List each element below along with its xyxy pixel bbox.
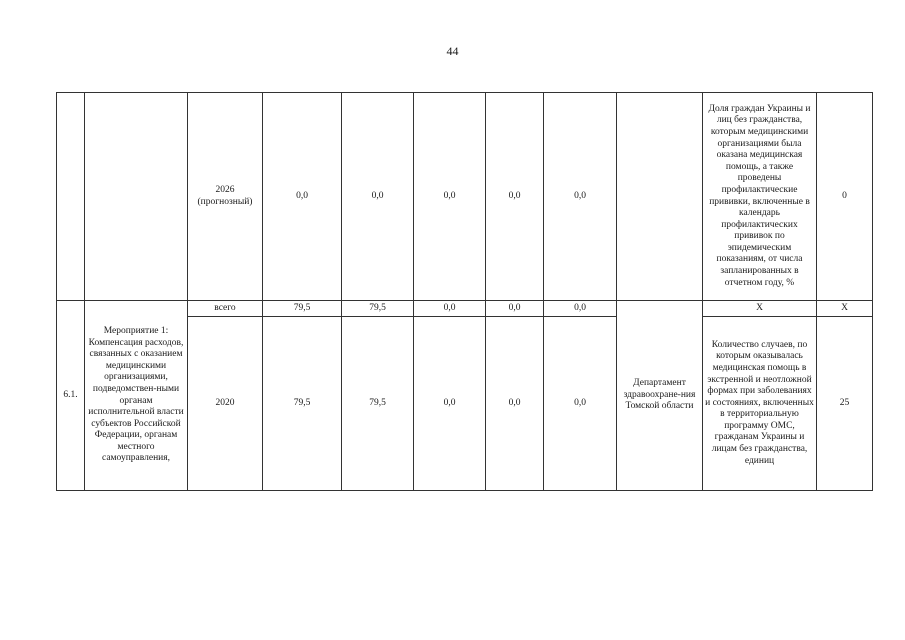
cell-total-indicator: Х (703, 301, 817, 317)
cell-total-v2: 79,5 (342, 301, 414, 317)
cell-total-v1: 79,5 (263, 301, 342, 317)
cell-total-v4: 0,0 (486, 301, 544, 317)
cell-indicator-2020: Количество случаев, по которым оказывалась медицинская помощь в экстренной и неотложной формах при заболеваниях и состояниях, включенных в территориальную программу ОМС, гражданам Украины и лицам без гражданства, единиц (703, 317, 817, 491)
cell-year-2020: 2020 (188, 317, 263, 491)
cell-name-empty (85, 93, 188, 301)
cell-2026-v5: 0,0 (544, 93, 617, 301)
cell-department: Департамент здравоохране-ния Томской области (617, 301, 703, 491)
cell-2020-v5: 0,0 (544, 317, 617, 491)
cell-2026-v2: 0,0 (342, 93, 414, 301)
cell-total-v5: 0,0 (544, 301, 617, 317)
row-6-1-total (57, 301, 873, 317)
cell-department-empty (617, 93, 703, 301)
page-number: 44 (446, 44, 459, 58)
cell-2020-v2: 79,5 (342, 317, 414, 491)
cell-year-2026: 2026 (прогнозный) (188, 93, 263, 301)
cell-2020-v4: 0,0 (486, 317, 544, 491)
cell-2026-v1: 0,0 (263, 93, 342, 301)
cell-total-indicator-value: Х (817, 301, 873, 317)
cell-total-v3: 0,0 (414, 301, 486, 317)
cell-indicator-value-2020: 25 (817, 317, 873, 491)
cell-2020-v1: 79,5 (263, 317, 342, 491)
row-2026 (57, 93, 873, 301)
cell-2020-v3: 0,0 (414, 317, 486, 491)
program-table (56, 92, 873, 491)
cell-indicator-2026: Доля граждан Украины и лиц без гражданства, которым медицинскими организациями была оказана медицинская помощь, а также проведены профилактические прививки, включенные в календарь профилактических прививок по эпидемическим показаниям, от числа запланированных в отчетном году, % (703, 93, 817, 301)
cell-indicator-value-2026: 0 (817, 93, 873, 301)
cell-number-empty (57, 93, 85, 301)
cell-total-label: всего (188, 301, 263, 317)
cell-2026-v4: 0,0 (486, 93, 544, 301)
cell-measure-name: Мероприятие 1: Компенсация расходов, связанных с оказанием медицинскими организациями, подведомствен-ными органам исполнительной власти субъектов Российской Федерации, органам местного самоуправления, (85, 301, 188, 491)
cell-number-6-1: 6.1. (57, 301, 85, 491)
cell-2026-v3: 0,0 (414, 93, 486, 301)
